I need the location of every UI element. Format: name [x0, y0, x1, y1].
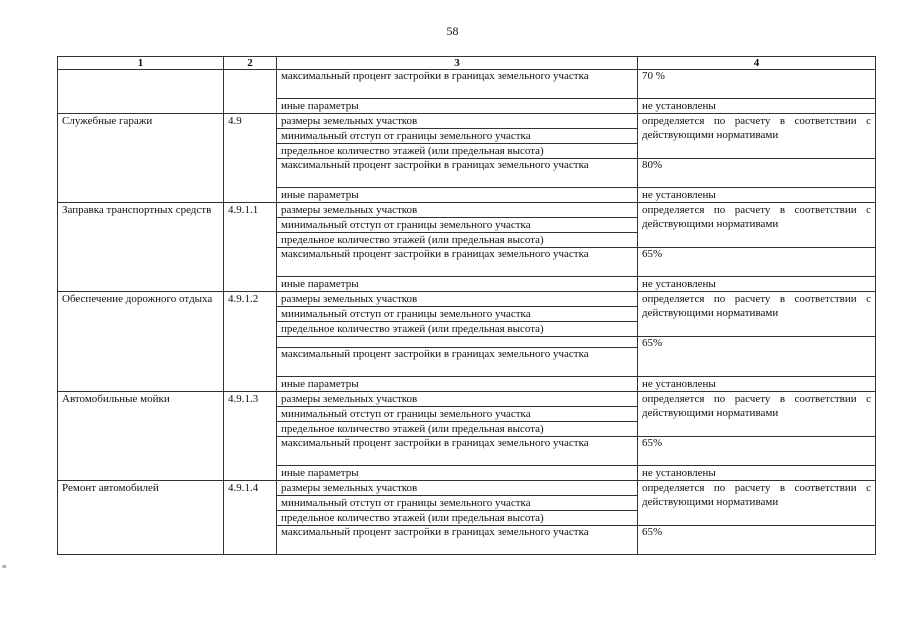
use-type-name: Обеспечение дорожного отдыха [58, 292, 224, 392]
param-min-offset: минимальный отступ от границы земельного участка [277, 496, 638, 511]
use-type-name: Автомобильные мойки [58, 392, 224, 481]
param-sizes: размеры земельных участков [277, 114, 638, 129]
param-max-pct: максимальный процент застройки в границах земельного участка [277, 348, 638, 377]
value-pct: 65% [638, 437, 876, 466]
param-other: иные параметры [277, 99, 638, 114]
page-number: 58 [446, 24, 459, 38]
param-min-offset: минимальный отступ от границы земельного участка [277, 129, 638, 144]
param-sizes: размеры земельных участков [277, 292, 638, 307]
use-type-name: Ремонт автомобилей [58, 481, 224, 555]
param-other: иные параметры [277, 377, 638, 392]
param-max-pct: максимальный процент застройки в границах земельного участка [277, 159, 638, 188]
empty-code-cell [224, 70, 277, 114]
empty-cell [277, 337, 638, 348]
param-other: иные параметры [277, 188, 638, 203]
value-pct: 80% [638, 159, 876, 188]
param-sizes: размеры земельных участков [277, 392, 638, 407]
use-type-name: Служебные гаражи [58, 114, 224, 203]
param-max-pct: максимальный процент застройки в границах земельного участка [277, 437, 638, 466]
param-other: иные параметры [277, 277, 638, 292]
header-col-3: 3 [277, 57, 638, 70]
table-row [58, 292, 876, 307]
table-row [58, 481, 876, 496]
param-max-floors: предельное количество этажей (или предельная высота) [277, 422, 638, 437]
margin-mark: ≡ [2, 562, 7, 571]
use-type-code: 4.9.1.3 [224, 392, 277, 481]
value-calc: определяется по расчету в соответствии с действующими нормативами [638, 481, 876, 526]
param-other: иные параметры [277, 466, 638, 481]
param-max-pct: максимальный процент застройки в границах земельного участка [277, 248, 638, 277]
table-row [58, 203, 876, 218]
param-sizes: размеры земельных участков [277, 481, 638, 496]
value-not-set: не установлены [638, 99, 876, 114]
param-max-floors: предельное количество этажей (или предельная высота) [277, 322, 638, 337]
empty-name-cell [58, 70, 224, 114]
value-not-set: не установлены [638, 466, 876, 481]
param-min-offset: минимальный отступ от границы земельного участка [277, 218, 638, 233]
param-max-floors: предельное количество этажей (или предельная высота) [277, 511, 638, 526]
param-min-offset: минимальный отступ от границы земельного участка [277, 407, 638, 422]
value-calc: определяется по расчету в соответствии с действующими нормативами [638, 203, 876, 248]
value-calc: определяется по расчету в соответствии с действующими нормативами [638, 392, 876, 437]
header-col-2: 2 [224, 57, 277, 70]
use-type-code: 4.9.1.4 [224, 481, 277, 555]
table-row [58, 392, 876, 407]
value-calc: определяется по расчету в соответствии с действующими нормативами [638, 292, 876, 337]
param-max-floors: предельное количество этажей (или предельная высота) [277, 144, 638, 159]
use-type-code: 4.9.1.2 [224, 292, 277, 392]
table-row [58, 114, 876, 129]
use-type-code: 4.9 [224, 114, 277, 203]
param-max-pct: максимальный процент застройки в границах земельного участка [277, 70, 638, 99]
value-not-set: не установлены [638, 277, 876, 292]
use-type-name: Заправка транспортных средств [58, 203, 224, 292]
header-col-4: 4 [638, 57, 876, 70]
header-row [58, 57, 876, 70]
value-pct: 65% [638, 526, 876, 555]
param-min-offset: минимальный отступ от границы земельного участка [277, 307, 638, 322]
use-type-code: 4.9.1.1 [224, 203, 277, 292]
param-max-pct: максимальный процент застройки в границах земельного участка [277, 526, 638, 555]
param-max-floors: предельное количество этажей (или предельная высота) [277, 233, 638, 248]
value-pct: 65% [638, 337, 876, 377]
value-calc: определяется по расчету в соответствии с действующими нормативами [638, 114, 876, 159]
value-pct: 65% [638, 248, 876, 277]
table-row [58, 70, 876, 99]
header-col-1: 1 [58, 57, 224, 70]
param-sizes: размеры земельных участков [277, 203, 638, 218]
value-pct: 70 % [638, 70, 876, 99]
value-not-set: не установлены [638, 188, 876, 203]
land-use-parameters-table [57, 56, 876, 555]
value-not-set: не установлены [638, 377, 876, 392]
